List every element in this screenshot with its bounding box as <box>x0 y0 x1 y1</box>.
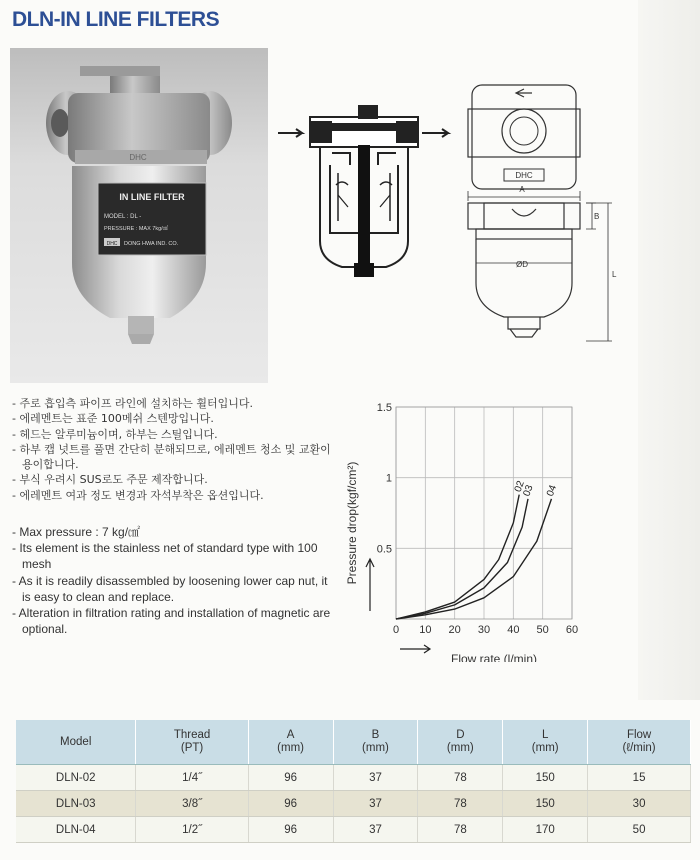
table-cell: 96 <box>248 791 333 817</box>
table-cell: 96 <box>248 765 333 791</box>
header-model <box>16 720 136 765</box>
series-label: 02 <box>512 479 527 494</box>
korean-note: - 부식 우려시 SUS로도 주문 제작합니다. <box>12 473 208 487</box>
table-cell: 150 <box>503 791 588 817</box>
header-a <box>248 720 333 765</box>
korean-note: - 하부 캡 넛트를 풀면 간단히 분해되므로, 에레멘트 청소 및 교환이 용이합니다. <box>12 442 331 472</box>
header-flow <box>588 720 691 765</box>
side-view <box>468 203 580 337</box>
korean-notes <box>12 396 332 503</box>
series-line-04 <box>396 499 551 619</box>
x-tick-label: 20 <box>448 624 461 636</box>
dim-d-label: ØD <box>516 260 528 269</box>
header-text: D <box>456 729 465 741</box>
spec-table <box>16 720 691 843</box>
header-text: Model <box>60 735 92 748</box>
table-row <box>16 765 691 791</box>
english-note: - Alteration in filtration rating and installation of magnetic are optional. <box>12 606 331 637</box>
korean-note: - 에레멘트는 표준 100메쉬 스텐망입니다. <box>12 412 214 426</box>
x-tick-label: 0 <box>392 624 400 636</box>
pressure-drop-chart <box>340 392 600 662</box>
y-tick-label: 1.5 <box>376 402 392 414</box>
header-d <box>418 720 503 765</box>
diagram-logo: DHC <box>515 171 533 180</box>
dim-l-label: L <box>612 270 617 279</box>
technical-drawing <box>272 45 632 365</box>
x-tick-label: 30 <box>477 624 491 636</box>
x-axis-label: Flow rate (l/min) <box>450 652 538 662</box>
table-cell: 50 <box>588 817 691 843</box>
table-cell: 1/2˝ <box>136 817 248 843</box>
series-label: 03 <box>521 483 536 498</box>
english-notes <box>12 524 332 637</box>
label-maker: DONG HWA IND. CO. <box>124 241 179 247</box>
x-tick-label: 10 <box>419 624 432 636</box>
header-unit: (mm) <box>446 742 474 754</box>
table-cell: 37 <box>333 817 418 843</box>
header-unit: (mm) <box>277 742 304 754</box>
head-marking: DHC <box>129 153 147 162</box>
table-header-row <box>16 720 691 765</box>
table-cell: 37 <box>333 791 418 817</box>
section-view <box>278 105 448 277</box>
series-label: 04 <box>544 483 560 498</box>
x-axis-arrow <box>400 645 430 653</box>
x-tick-label: 40 <box>507 624 520 636</box>
korean-note: - 주로 흡입측 파이프 라인에 설치하는 휠터입니다. <box>12 397 253 410</box>
table-cell: 3/8˝ <box>136 791 248 817</box>
label-model: MODEL : DL - <box>104 214 142 220</box>
header-unit: (PT) <box>180 742 204 754</box>
y-axis-label: Pressure drop(kgf/cm²) <box>345 461 359 585</box>
x-tick-label: 50 <box>536 624 549 636</box>
header-thread <box>136 720 248 765</box>
page-title: DLN-IN LINE FILTERS <box>12 8 220 31</box>
series-line-02 <box>396 495 519 619</box>
header-unit: (mm) <box>362 742 389 754</box>
table-cell: 1/4˝ <box>136 765 248 791</box>
english-note: - As it is readily disassembled by loosening lower cap nut, it is easy to clean and replace. <box>12 573 328 604</box>
header-text: B <box>371 729 380 741</box>
dim-a-label: A <box>519 185 525 194</box>
korean-note: - 에레멘트 여과 정도 변경과 자석부착은 옵션입니다. <box>12 488 264 502</box>
english-note: - Max pressure : 7 kg/㎠ <box>12 525 141 539</box>
y-tick-label: 1 <box>385 472 392 485</box>
table-cell: 96 <box>248 817 333 843</box>
dim-b-label: B <box>594 212 600 221</box>
table-row <box>16 817 691 843</box>
header-l <box>503 720 588 765</box>
table-row <box>16 791 691 817</box>
korean-note: - 헤드는 알루미늄이며, 하부는 스틸입니다. <box>12 427 218 441</box>
table-cell: 30 <box>588 791 691 817</box>
table-cell: 78 <box>418 817 503 843</box>
header-text: A <box>286 729 295 741</box>
table-cell: 150 <box>503 765 588 791</box>
table-cell: 37 <box>333 765 418 791</box>
table-cell: 78 <box>418 765 503 791</box>
x-tick-label: 60 <box>565 624 579 636</box>
label-title: IN LINE FILTER <box>119 192 185 202</box>
english-note: - Its element is the stainless net of standard type with 100 mesh <box>12 541 318 572</box>
label-pressure: PRESSURE : MAX 7kg/㎠ <box>104 226 169 232</box>
series-line-03 <box>396 499 528 619</box>
label-logo: DHC <box>106 241 118 247</box>
header-unit: (mm) <box>531 742 559 754</box>
product-photo <box>10 48 268 383</box>
header-unit: (ℓ/min) <box>622 742 656 754</box>
table-cell: 15 <box>588 765 691 791</box>
y-axis-arrow <box>366 559 374 611</box>
table-cell: DLN-03 <box>16 791 136 817</box>
y-tick-label: 0.5 <box>376 543 392 556</box>
table-cell: 170 <box>503 817 588 843</box>
table-cell: 78 <box>418 791 503 817</box>
header-text: Flow <box>626 729 652 741</box>
table-cell: DLN-04 <box>16 817 136 843</box>
header-text: Thread <box>173 729 211 741</box>
header-text: L <box>542 729 549 741</box>
page-edge-shadow <box>638 0 700 700</box>
header-b <box>333 720 418 765</box>
table-cell: DLN-02 <box>16 765 136 791</box>
